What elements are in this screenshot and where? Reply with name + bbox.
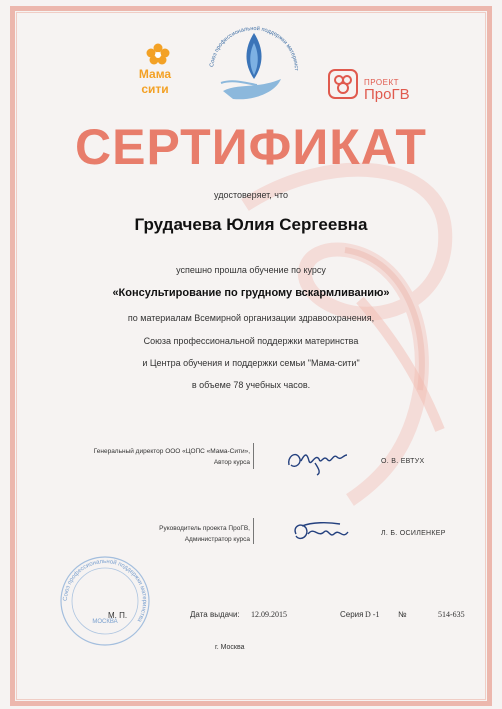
description-line: по материалам Всемирной организации здравоохранения,: [127, 313, 375, 323]
signer-name: О. В. ЕВТУХ: [381, 458, 425, 465]
union-logo: [203, 13, 305, 115]
signature-divider: [253, 443, 254, 469]
flower-icon: [145, 43, 171, 65]
prog-logo: [320, 66, 432, 114]
handwritten-signature: [285, 443, 355, 477]
signature-role: [94, 446, 250, 468]
signer-name: Л. Б. ОСИЛЕНКЕР: [381, 530, 446, 537]
signature-block-director: [0, 443, 502, 483]
issue-date-value: 12.09.2015: [251, 610, 287, 619]
course-name: «Консультирование по грудному вскармливанию»: [112, 287, 390, 299]
completed-text: успешно прошла обучение по курсу: [176, 265, 326, 275]
signature-role-line2: Администратор курса: [184, 536, 250, 543]
recipient-name: Грудачева Юлия Сергеевна: [134, 215, 368, 234]
description-line: и Центра обучения и поддержки семьи "Мама-сити": [142, 358, 360, 368]
mama-city-logo-line2: сити: [141, 82, 169, 96]
signature-role-line2: Автор курса: [213, 459, 250, 466]
stamp-inner-text: МОСКВА: [92, 619, 118, 625]
description-line: в объеме 78 учебных часов.: [191, 380, 311, 390]
prog-logo-mark: [328, 69, 358, 99]
signature-role-line1: Руководитель проекта ПроГВ,: [159, 525, 250, 532]
series-label: Серия: [340, 610, 364, 619]
series-value: D -1: [365, 610, 380, 619]
handwritten-signature: [288, 516, 358, 550]
number-value: 514-635: [438, 610, 465, 619]
signature-role-line1: Генеральный директор ООО «ЦОПС «Мама-Сити»,: [93, 448, 250, 455]
signature-divider: [253, 518, 254, 544]
number-label: №: [398, 610, 407, 619]
prog-logo-big-text: ПроГВ: [364, 86, 410, 103]
certifies-text: удостоверяет, что: [214, 190, 288, 200]
mama-city-logo-line1: Мама: [138, 67, 172, 81]
stamp-outer-text: Союз профессиональной поддержки материнства: [62, 558, 148, 623]
city-text: г. Москва: [215, 644, 245, 651]
prog-logo-small-text: ПРОЕКТ: [364, 78, 400, 87]
seal-place-label: М. П.: [108, 611, 128, 620]
union-logo-arc-text: Союз профессиональной поддержки материнст: [209, 25, 300, 71]
issue-date-label: Дата выдачи:: [190, 610, 240, 619]
signature-role: [159, 523, 250, 545]
mama-city-logo: [125, 43, 185, 105]
signature-block-manager: [0, 514, 502, 554]
description-line: Союза профессиональной поддержки материнства: [143, 336, 359, 346]
official-stamp: [57, 553, 153, 649]
certificate-title: СЕРТИФИКАТ: [75, 119, 427, 175]
